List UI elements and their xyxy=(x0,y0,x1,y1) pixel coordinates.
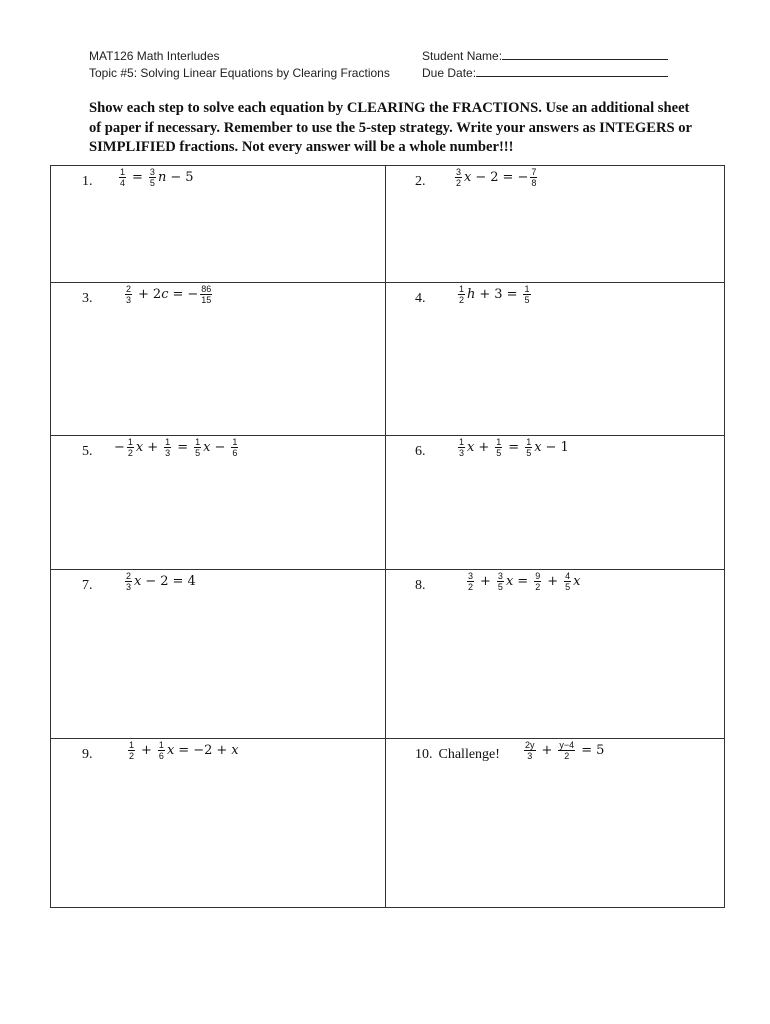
fraction xyxy=(458,284,465,305)
problem-equation xyxy=(123,571,196,592)
denominator: 3 xyxy=(459,448,465,458)
fraction xyxy=(164,437,171,458)
denominator: 2 xyxy=(127,448,133,458)
fraction xyxy=(497,571,504,592)
numerator: 2 xyxy=(126,571,132,581)
numerator: 1 xyxy=(232,437,238,447)
variable: x xyxy=(467,440,475,455)
problem-grid xyxy=(50,165,725,908)
fraction xyxy=(534,571,541,592)
variable: h xyxy=(467,287,476,302)
fraction xyxy=(523,284,530,305)
operator: = xyxy=(506,287,518,302)
variable: x xyxy=(135,440,144,455)
operator: − xyxy=(145,574,157,589)
problem-cell-5 xyxy=(51,436,386,570)
numerator: 1 xyxy=(158,740,164,750)
fraction xyxy=(200,284,212,305)
operator: = xyxy=(177,440,189,455)
denominator: 6 xyxy=(232,448,238,458)
term: 1 xyxy=(560,440,569,455)
denominator: 2 xyxy=(535,582,541,592)
operator: = xyxy=(172,574,184,589)
problem-number: 3. xyxy=(82,291,93,306)
denominator: 3 xyxy=(165,448,171,458)
operator: + xyxy=(141,743,152,758)
due-date-line xyxy=(422,65,668,82)
denominator: 5 xyxy=(149,178,155,188)
problem-equation xyxy=(522,740,604,761)
fraction xyxy=(524,740,536,761)
fraction xyxy=(125,284,132,305)
operator: = xyxy=(581,743,593,758)
due-date-label: Due Date: xyxy=(422,66,477,80)
variable: x xyxy=(464,170,472,185)
denominator: 5 xyxy=(524,295,530,305)
due-date-blank xyxy=(476,65,668,77)
operator: + xyxy=(479,287,491,302)
problem-number: 2. xyxy=(415,174,426,189)
variable: c xyxy=(161,287,169,302)
operator: + xyxy=(216,743,228,758)
numerator: 1 xyxy=(459,284,465,294)
problem-number: 10. xyxy=(415,747,433,762)
term: 2 xyxy=(490,170,499,185)
term: 4 xyxy=(187,574,196,589)
denominator: 8 xyxy=(531,178,537,188)
term: 2 xyxy=(160,574,169,589)
numerator: 4 xyxy=(565,571,571,581)
operator: − xyxy=(214,440,226,455)
fraction xyxy=(194,437,201,458)
fraction xyxy=(458,437,465,458)
problem-number: 1. xyxy=(82,174,93,189)
fraction xyxy=(525,437,532,458)
numerator: 1 xyxy=(195,437,201,447)
numerator: 9 xyxy=(535,571,541,581)
variable: x xyxy=(573,574,581,589)
denominator: 3 xyxy=(126,295,132,305)
fraction xyxy=(467,571,474,592)
numerator: y−4 xyxy=(559,740,575,750)
instructions: Show each step to solve each equation by CLEARING the FRACTIONS. Use an additional sheet of paper if necessary. Remember to use the 5-step strategy. Write your answers as INTEGERS or SIMPLIFIED fractions. Not every answer will be a whole number!!! xyxy=(89,100,692,155)
denominator: 6 xyxy=(158,751,164,761)
term: 2 xyxy=(204,743,213,758)
problem-cell-6 xyxy=(386,436,725,570)
operator: + xyxy=(138,287,149,302)
term: − xyxy=(517,170,529,185)
problem-cell-1 xyxy=(51,166,386,283)
challenge-label: Challenge! xyxy=(438,747,500,762)
numerator: 1 xyxy=(120,167,126,177)
numerator: 1 xyxy=(129,740,135,750)
denominator: 5 xyxy=(497,582,503,592)
problem-number: 9. xyxy=(82,747,93,762)
operator: = xyxy=(178,743,190,758)
problem-number: 6. xyxy=(415,444,426,459)
fraction xyxy=(231,437,238,458)
problem-cell-9 xyxy=(51,739,386,908)
variable: x xyxy=(134,574,142,589)
term: 5 xyxy=(185,170,194,185)
term: − xyxy=(187,287,199,302)
problem-number: 8. xyxy=(415,578,426,593)
problem-cell-4 xyxy=(386,283,725,436)
header-left xyxy=(89,48,390,82)
problem-cell-7 xyxy=(51,570,386,739)
variable: x xyxy=(203,440,211,455)
denominator: 2 xyxy=(459,295,465,305)
fraction xyxy=(127,437,134,458)
problem-cell-3 xyxy=(51,283,386,436)
operator: = xyxy=(132,170,143,185)
problem-cell-10 xyxy=(386,739,725,908)
problem-number: 5. xyxy=(82,444,93,459)
student-name-blank xyxy=(502,48,668,60)
variable: x xyxy=(505,574,514,589)
numerator: 86 xyxy=(201,284,212,294)
numerator: 1 xyxy=(526,437,532,447)
numerator: 7 xyxy=(531,167,537,177)
variable: n xyxy=(157,170,167,185)
denominator: 2 xyxy=(468,582,474,592)
fraction xyxy=(125,571,132,592)
problem-equation xyxy=(465,571,580,592)
student-name-label: Student Name: xyxy=(422,49,503,63)
operator: = xyxy=(172,287,184,302)
operator: − xyxy=(545,440,557,455)
denominator: 5 xyxy=(195,448,201,458)
fraction xyxy=(119,167,126,188)
denominator: 2 xyxy=(129,751,135,761)
operator: = xyxy=(502,170,514,185)
term: 3 xyxy=(494,287,503,302)
denominator: 2 xyxy=(456,178,462,188)
fraction xyxy=(558,740,575,761)
operator: − xyxy=(475,170,487,185)
problem-cell-8 xyxy=(386,570,725,739)
fraction xyxy=(128,740,135,761)
denominator: 5 xyxy=(526,448,532,458)
fraction xyxy=(455,167,462,188)
problem-equation xyxy=(117,167,194,188)
numerator: 1 xyxy=(165,437,171,447)
variable: x xyxy=(534,440,542,455)
fraction xyxy=(158,740,165,761)
operator: − xyxy=(170,170,182,185)
course-title: MAT126 Math Interludes xyxy=(89,49,220,63)
problem-equation xyxy=(123,284,214,305)
operator: + xyxy=(541,743,553,758)
numerator: 3 xyxy=(468,571,474,581)
problem-equation xyxy=(456,284,533,305)
fraction xyxy=(530,167,537,188)
fraction xyxy=(495,437,502,458)
numerator: 3 xyxy=(149,167,155,177)
problem-number: 7. xyxy=(82,578,93,593)
problem-equation xyxy=(114,437,240,458)
numerator: 1 xyxy=(496,437,502,447)
numerator: 2 xyxy=(126,284,132,294)
header-right xyxy=(422,48,668,82)
denominator: 4 xyxy=(120,178,126,188)
problem-number: 4. xyxy=(415,291,426,306)
numerator: 1 xyxy=(127,437,133,447)
term: 5 xyxy=(596,743,605,758)
operator: = xyxy=(508,440,520,455)
numerator: 1 xyxy=(459,437,465,447)
numerator: 2y xyxy=(525,740,535,750)
denominator: 3 xyxy=(126,582,132,592)
term: − xyxy=(114,440,125,455)
fraction xyxy=(564,571,571,592)
denominator: 15 xyxy=(201,295,212,305)
operator: + xyxy=(547,574,559,589)
variable: x xyxy=(166,743,175,758)
problem-equation xyxy=(453,167,539,188)
operator: + xyxy=(480,574,491,589)
problem-equation xyxy=(126,740,239,761)
numerator: 3 xyxy=(497,571,503,581)
operator: = xyxy=(517,574,529,589)
numerator: 1 xyxy=(524,284,530,294)
variable: x xyxy=(231,743,239,758)
denominator: 2 xyxy=(564,751,570,761)
denominator: 5 xyxy=(565,582,571,592)
operator: + xyxy=(147,440,159,455)
topic-title: Topic #5: Solving Linear Equations by Clearing Fractions xyxy=(89,66,390,80)
denominator: 5 xyxy=(496,448,502,458)
problem-number-challenge xyxy=(415,747,500,763)
student-name-line xyxy=(422,48,668,65)
term: − xyxy=(193,743,205,758)
numerator: 3 xyxy=(456,167,462,177)
problem-equation xyxy=(456,437,569,458)
operator: + xyxy=(478,440,490,455)
fraction xyxy=(149,167,156,188)
problem-cell-2 xyxy=(386,166,725,283)
denominator: 3 xyxy=(527,751,533,761)
term: 2 xyxy=(152,287,162,302)
